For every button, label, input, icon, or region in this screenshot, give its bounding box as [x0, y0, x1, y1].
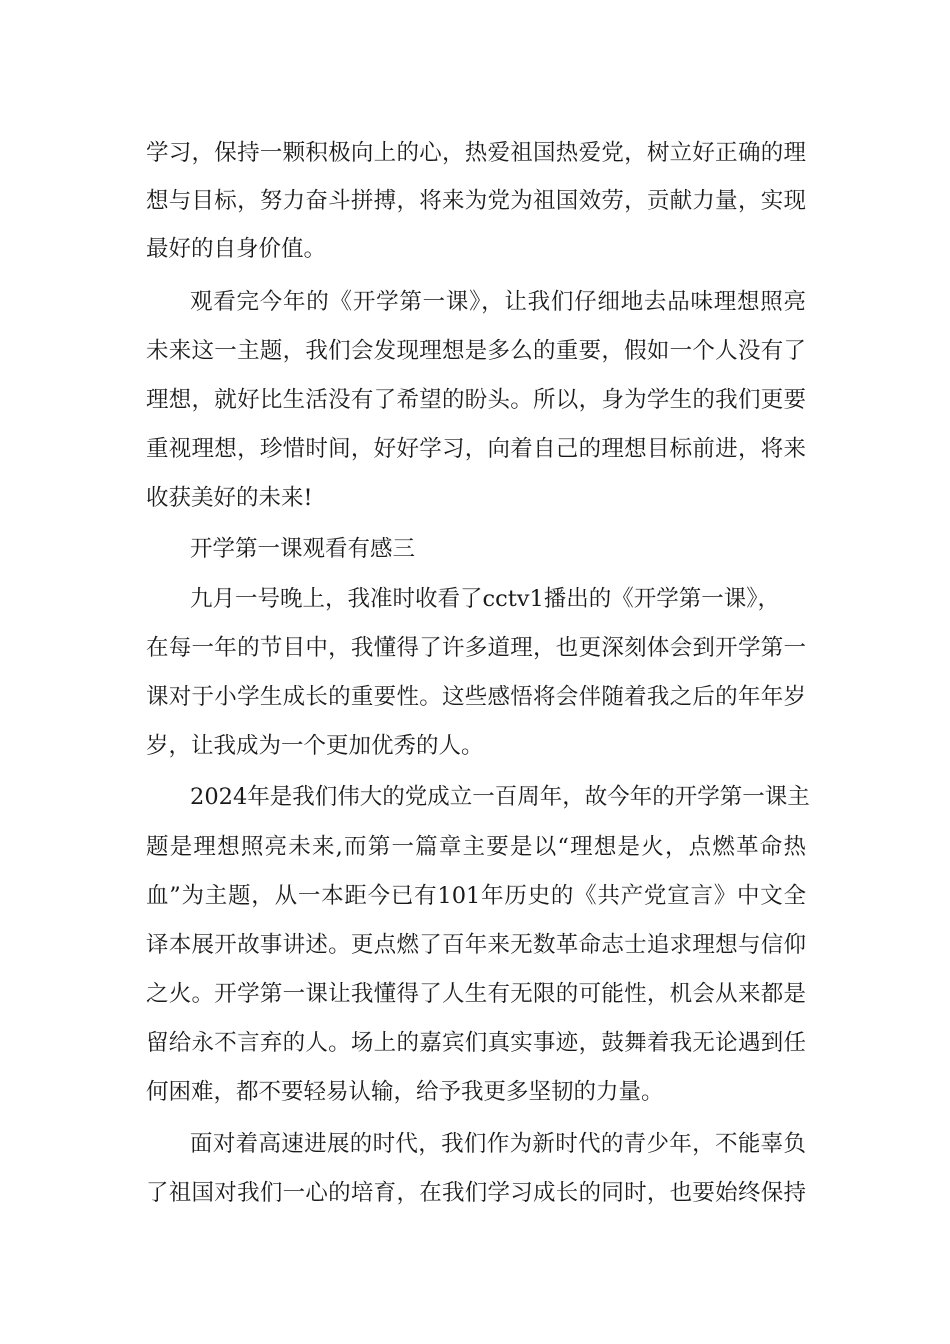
text-line: 最好的自身价值。	[146, 236, 327, 262]
text-line: 在每一年的节目中，我懂得了许多道理，也更深刻体会到开学第一	[146, 635, 806, 661]
text-line: 译本展开故事讲述。更点燃了百年来无数革命志士追求理想与信仰	[146, 932, 806, 958]
text-line: 了祖国对我们一心的培育，在我们学习成长的同时，也要始终保持	[146, 1180, 806, 1206]
text-line: 理想，就好比生活没有了希望的盼头。所以，身为学生的我们更要	[146, 387, 806, 413]
section-heading: 开学第一课观看有感三	[190, 536, 416, 562]
text-line: 未来这一主题，我们会发现理想是多么的重要，假如一个人没有了	[146, 338, 806, 364]
text-line: 面对着高速进展的时代，我们作为新时代的青少年，不能辜负	[190, 1131, 806, 1157]
text-line: 之火。开学第一课让我懂得了人生有无限的可能性，机会从来都是	[146, 981, 806, 1007]
text-line: 留给永不言弃的人。场上的嘉宾们真实事迹，鼓舞着我无论遇到任	[146, 1030, 806, 1056]
text-line: 岁，让我成为一个更加优秀的人。	[146, 733, 484, 759]
text-line: 血”为主题，从一本距今已有101年历史的《共产党宣言》中文全	[146, 883, 806, 909]
text-line: 何困难，都不要轻易认输，给予我更多坚韧的力量。	[146, 1079, 664, 1105]
text-line: 想与目标，努力奋斗拼搏，将来为党为祖国效劳，贡献力量，实现	[146, 188, 806, 214]
text-line: 观看完今年的《开学第一课》，让我们仔细地去品味理想照亮	[190, 289, 806, 315]
text-line: 收获美好的未来!	[146, 485, 313, 511]
text-line: 重视理想，珍惜时间，好好学习，向着自己的理想目标前进，将来	[146, 436, 806, 462]
text-line: 学习，保持一颗积极向上的心，热爱祖国热爱党，树立好正确的理	[146, 140, 806, 166]
text-line: 课对于小学生成长的重要性。这些感悟将会伴随着我之后的年年岁	[146, 684, 806, 710]
text-line: 2024年是我们伟大的党成立一百周年，故今年的开学第一课主	[190, 784, 810, 810]
text-line: 题是理想照亮未来,而第一篇章主要是以“理想是火，点燃革命热	[146, 834, 806, 860]
text-line: 九月一号晚上，我准时收看了cctv1播出的《开学第一课》，	[190, 586, 781, 612]
